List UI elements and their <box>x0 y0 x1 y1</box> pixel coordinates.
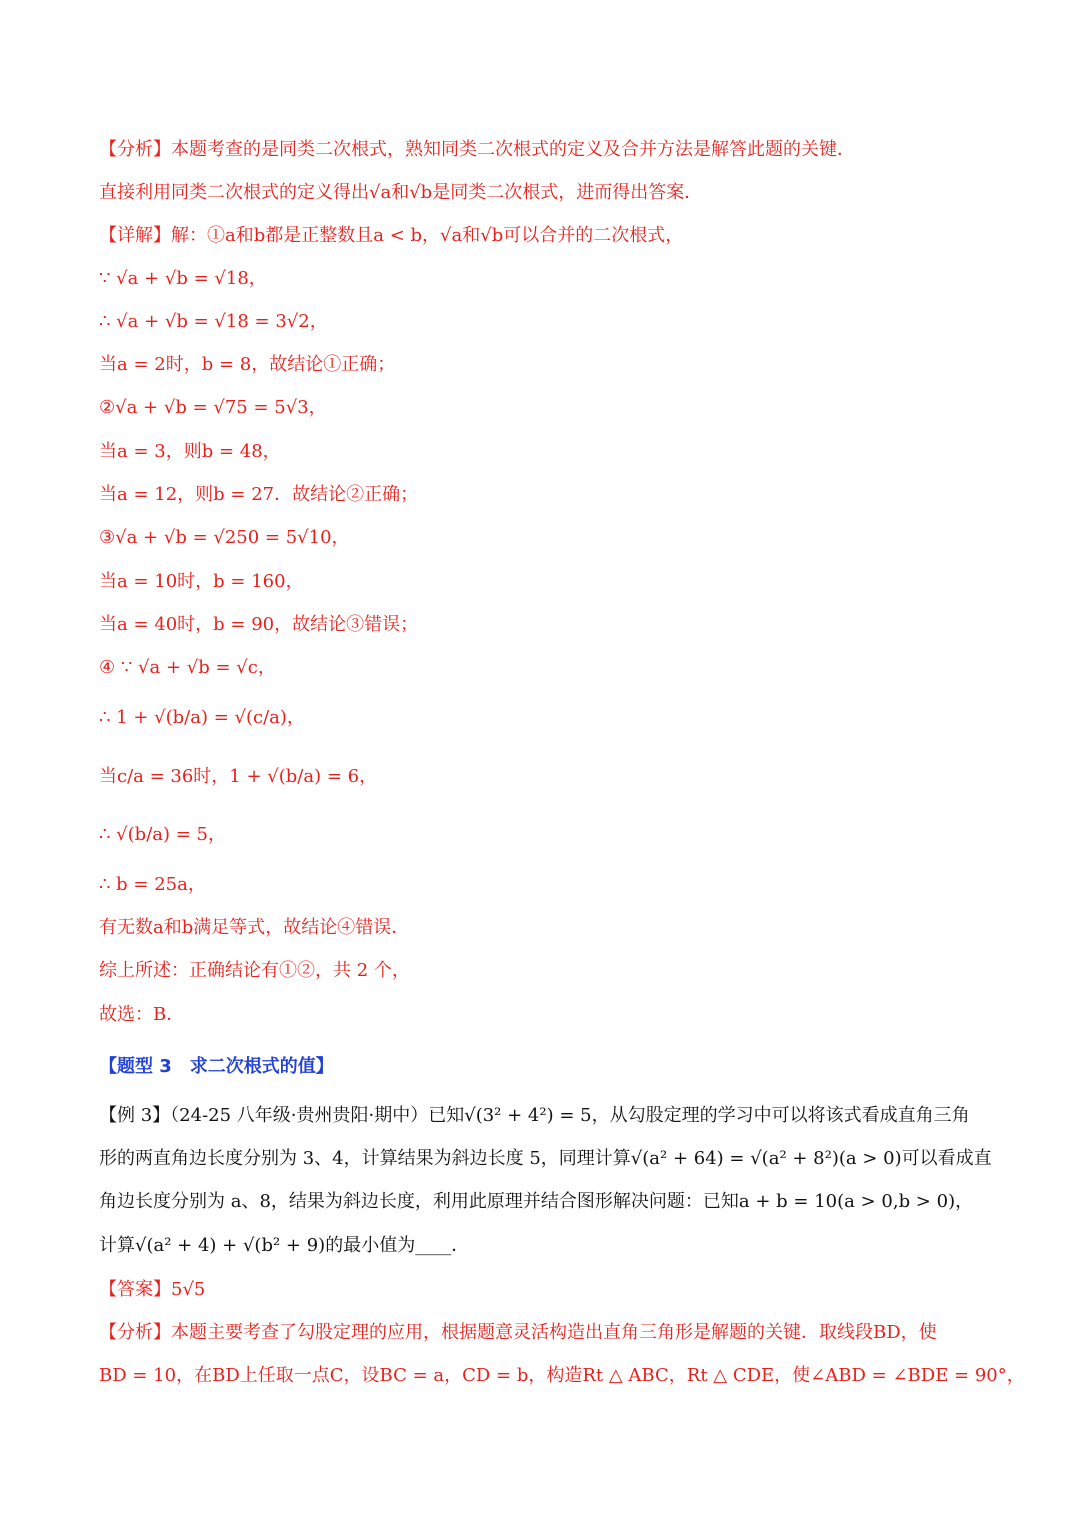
solution-line-3: ∴ √a + √b = √18 = 3√2， <box>99 311 328 332</box>
solution-line-8: ③√a + √b = √250 = 5√10， <box>99 527 350 548</box>
solution-line-17: 综上所述：正确结论有①②，共 2 个， <box>99 960 410 981</box>
solution-line-16: 有无数a和b满足等式，故结论④错误． <box>99 917 410 938</box>
solution-line-2: ∵ √a + √b = √18， <box>99 268 267 289</box>
solution-line-11: ④ ∵ √a + √b = √c， <box>99 657 276 678</box>
solution-line-12: ∴ 1 + √(b/a) = √(c/a)， <box>99 707 305 728</box>
solution-line-6: 当a = 3，则b = 48， <box>99 441 281 462</box>
solution-line-4: 当a = 2时，b = 8，故结论①正确； <box>99 354 396 375</box>
solution-line-9: 当a = 10时，b = 160， <box>99 571 304 592</box>
solution-line-5: ②√a + √b = √75 = 5√3， <box>99 397 327 418</box>
analysis-line-1: 【分析】本题考查的是同类二次根式，熟知同类二次根式的定义及合并方法是解答此题的关键． <box>99 139 855 160</box>
solution-line-18: 故选：B． <box>99 1004 185 1025</box>
analysis-line-2: 直接利用同类二次根式的定义得出√a和√b是同类二次根式，进而得出答案． <box>99 182 703 203</box>
example-line-3: 角边长度分别为 a、8，结果为斜边长度，利用此原理并结合图形解决问题：已知a + b = 10(a > 0,b > 0)， <box>99 1191 974 1212</box>
solution-line-14: ∴ √(b/a) = 5， <box>99 824 226 845</box>
section-heading: 【题型 3 求二次根式的值】 <box>99 1056 334 1077</box>
solution-line-1: 【详解】解：①a和b都是正整数且a < b，√a和√b可以合并的二次根式， <box>99 225 684 246</box>
solution-line-15: ∴ b = 25a， <box>99 874 206 895</box>
example-line-4: 计算√(a² + 4) + √(b² + 9)的最小值为____． <box>99 1235 470 1256</box>
analysis2-line-1: 【分析】本题主要考查了勾股定理的应用，根据题意灵活构造出直角三角形是解题的关键．取线段BD，使 <box>99 1322 937 1343</box>
analysis2-line-2: BD = 10，在BD上任取一点C，设BC = a，CD = b，构造Rt △ ABC，Rt △ CDE，使∠ABD = ∠BDE = 90°， <box>99 1365 1025 1386</box>
solution-line-7: 当a = 12，则b = 27．故结论②正确； <box>99 484 419 505</box>
example-line-1: 【例 3】（24-25 八年级·贵州贵阳·期中）已知√(3² + 4²) = 5，从勾股定理的学习中可以将该式看成直角三角 <box>99 1105 970 1126</box>
solution-line-13: 当c/a = 36时，1 + √(b/a) = 6， <box>99 766 378 787</box>
example-line-2: 形的两直角边长度分别为 3、4，计算结果为斜边长度 5，同理计算√(a² + 64) = √(a² + 8²)(a > 0)可以看成直 <box>99 1148 992 1169</box>
answer-line: 【答案】5√5 <box>99 1279 206 1300</box>
solution-line-10: 当a = 40时，b = 90，故结论③错误； <box>99 614 419 635</box>
